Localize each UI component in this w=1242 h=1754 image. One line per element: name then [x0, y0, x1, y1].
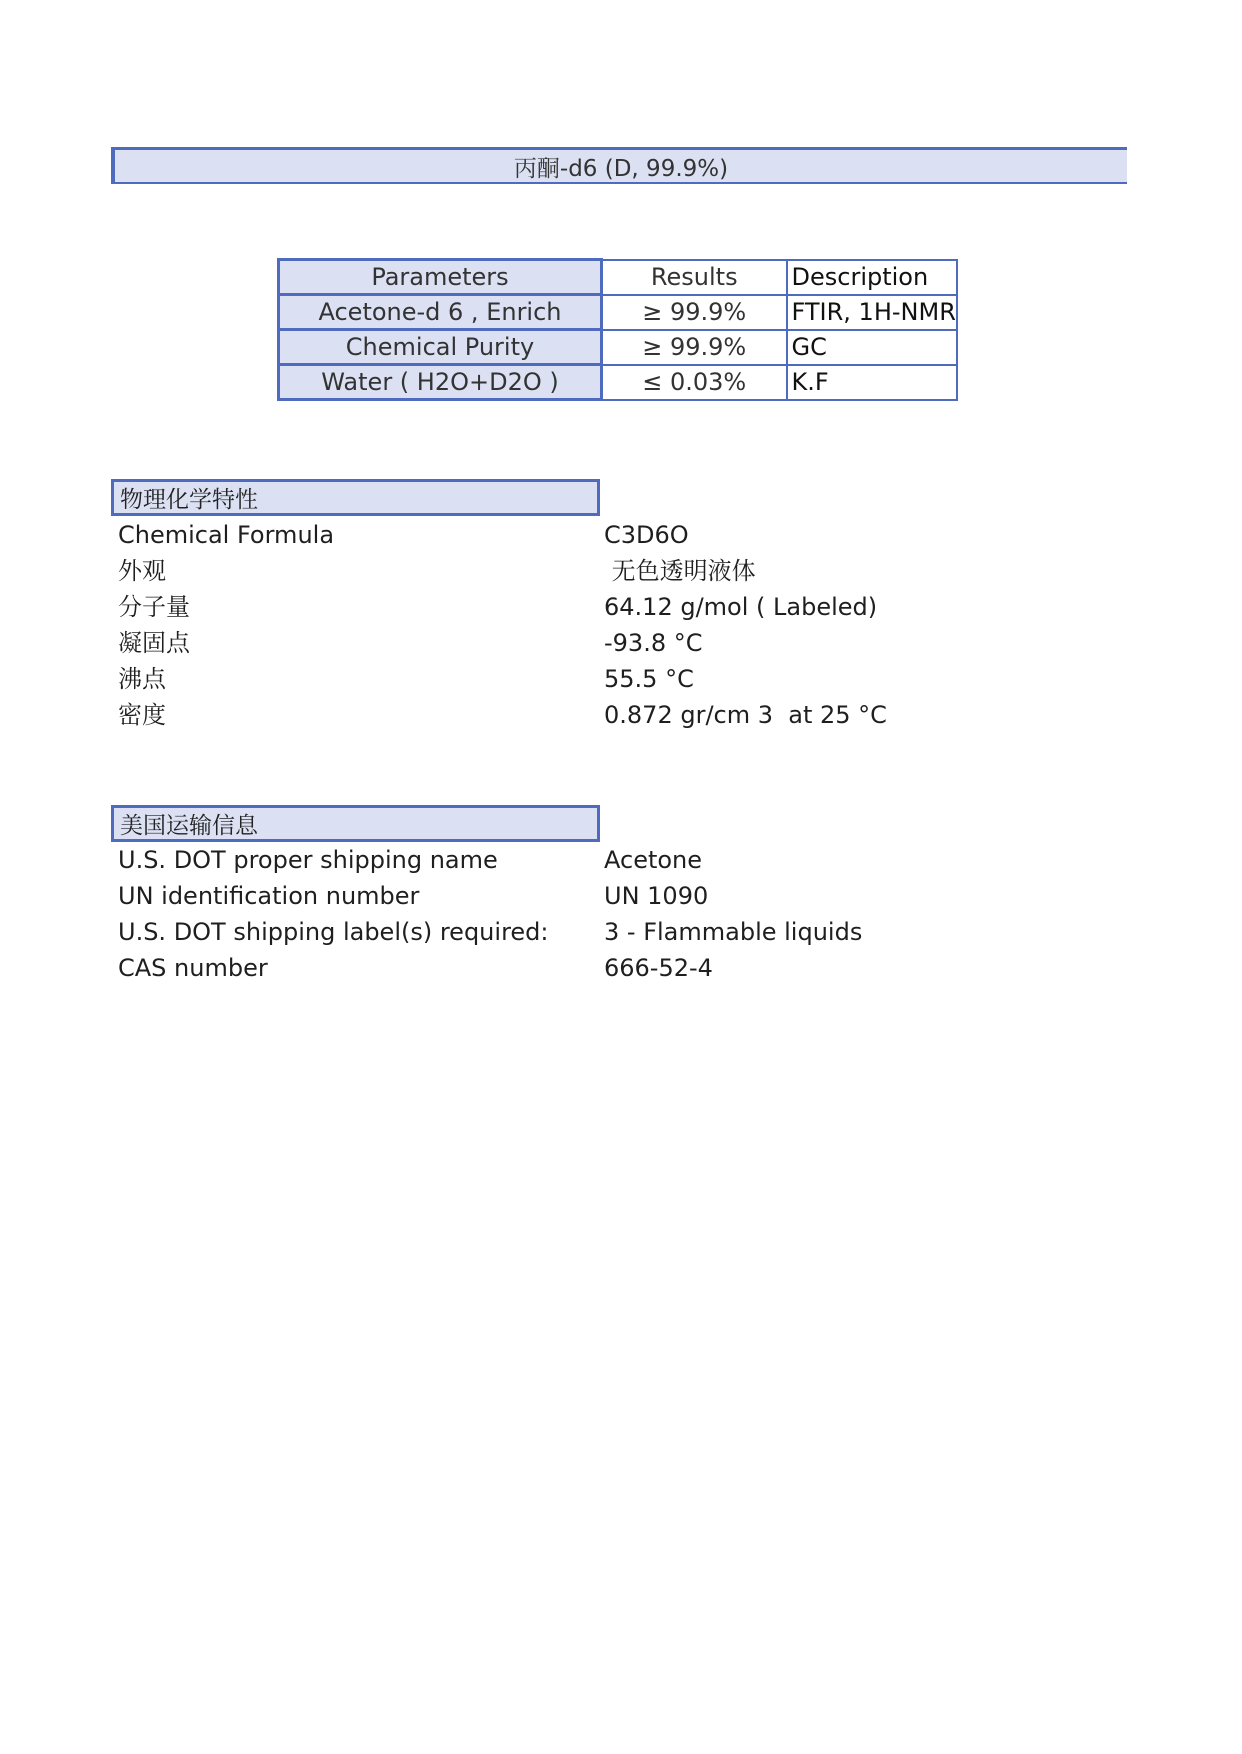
- parameters-table: [277, 258, 958, 401]
- result-cell: ≥ 99.9%: [602, 295, 787, 330]
- shipping-value: 666-52-4: [604, 954, 713, 982]
- property-label: 沸点: [118, 665, 166, 693]
- property-value: 64.12 g/mol ( Labeled): [604, 593, 878, 621]
- shipping-row: [118, 842, 1018, 878]
- shipping-value: 3 - Flammable liquids: [604, 918, 863, 946]
- shipping-row: [118, 914, 1018, 950]
- result-cell: ≤ 0.03%: [602, 365, 787, 400]
- property-row: [118, 589, 1018, 625]
- property-value: 无色透明液体: [604, 557, 756, 585]
- physchem-section-header: [111, 479, 600, 516]
- document-title-text: 丙酮-d6 (D, 99.9%): [513, 155, 729, 182]
- shipping-label: U.S. DOT proper shipping name: [118, 846, 498, 874]
- table-row: [279, 365, 957, 400]
- shipping-value: UN 1090: [604, 882, 709, 910]
- header-description: Description: [787, 260, 957, 295]
- property-row: [118, 625, 1018, 661]
- table-row: [279, 295, 957, 330]
- property-row: [118, 553, 1018, 589]
- property-label: 分子量: [118, 593, 190, 621]
- parameter-cell: Acetone-d 6 , Enrich: [279, 295, 602, 330]
- property-value: 55.5 °C: [604, 665, 694, 693]
- shipping-label: U.S. DOT shipping label(s) required:: [118, 918, 549, 946]
- property-label: 外观: [118, 557, 166, 585]
- physchem-header-text: 物理化学特性: [120, 487, 258, 513]
- header-results: Results: [602, 260, 787, 295]
- property-row: [118, 661, 1018, 697]
- shipping-label: UN identification number: [118, 882, 420, 910]
- parameter-cell: Water ( H2O+D2O ): [279, 365, 602, 400]
- parameter-cell: Chemical Purity: [279, 330, 602, 365]
- description-cell: K.F: [787, 365, 957, 400]
- property-label: 凝固点: [118, 629, 190, 657]
- shipping-value: Acetone: [604, 846, 703, 874]
- table-header-row: [279, 260, 957, 295]
- header-parameters: Parameters: [279, 260, 602, 295]
- property-row: [118, 517, 1018, 553]
- property-label: Chemical Formula: [118, 521, 335, 549]
- shipping-row: [118, 878, 1018, 914]
- shipping-label: CAS number: [118, 954, 268, 982]
- shipping-header-text: 美国运输信息: [120, 813, 258, 839]
- table-row: [279, 330, 957, 365]
- property-value: 0.872 gr/cm 3 at 25 °C: [604, 701, 887, 729]
- document-title: [111, 147, 1127, 184]
- property-value: C3D6O: [604, 521, 689, 549]
- description-cell: FTIR, 1H-NMR: [787, 295, 957, 330]
- description-cell: GC: [787, 330, 957, 365]
- shipping-section-header: [111, 805, 600, 842]
- shipping-row: [118, 950, 1018, 986]
- result-cell: ≥ 99.9%: [602, 330, 787, 365]
- property-label: 密度: [118, 701, 166, 729]
- property-value: -93.8 °C: [604, 629, 703, 657]
- property-row: [118, 697, 1018, 733]
